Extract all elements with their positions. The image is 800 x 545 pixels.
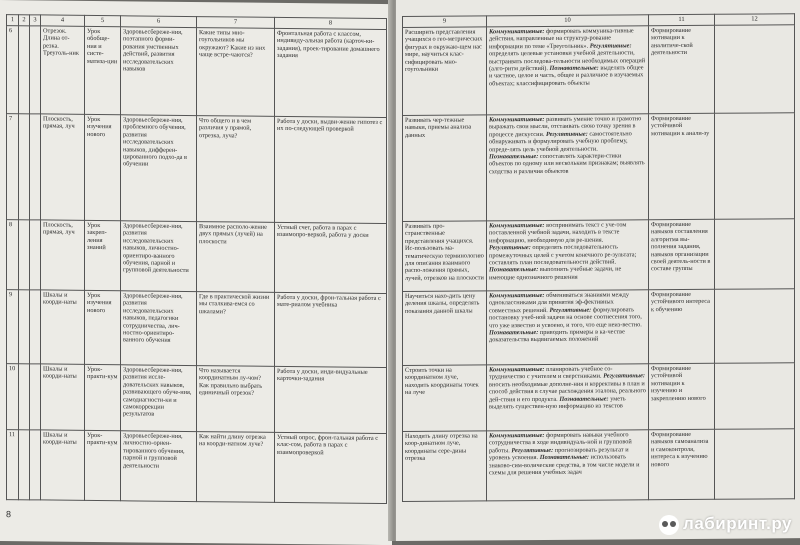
cell-3 (30, 26, 41, 114)
activity-forms: Устный счет, работа в парах с взаимопро-веркой, работа у доски (275, 222, 387, 293)
table-row (403, 363, 795, 432)
uud-label: Регулятивные: (589, 42, 632, 50)
uud-text: обмениваться знаниями между одноклассниками для принятия эф-фективных совместных решений. (489, 291, 630, 315)
uud-text: использовать знаково-сим-волические средства, в том числе модели и схемы для решения учебных задач (489, 453, 640, 477)
uud-text: формировать навыки учебного сотрудничества в ходе индивидуаль-ной и групповой работы. (489, 431, 632, 455)
problem-question: Как найти длину отрезка на коорди-натном луче? (197, 432, 275, 503)
personal-results: Формирование мотивации к аналитиче-ской деятельности (649, 25, 715, 113)
cell-2 (19, 114, 30, 220)
lesson-plan-table-left (6, 14, 387, 504)
lesson-type: Урок изучения нового (85, 290, 121, 364)
problem-question: Взаимное располо-жение двух прямых (лучей) на плоскости (197, 222, 275, 293)
problem-question: Какие типы мно-гоугольников мы окружают? Какие из них чаще встре-чаются? (197, 28, 275, 117)
uud-text: вносить необходимые дополне-ния и коррективы в план и способ действия в случае расхождения эталона, реального дей-ствия и его продукта. (489, 380, 646, 403)
lesson-number: 8 (7, 220, 19, 290)
col-header: 7 (197, 17, 275, 29)
problem-question: Где в практической жизни мы сталкива-емся со шкалами? (197, 292, 275, 367)
col-header: 2 (19, 15, 30, 26)
lesson-number: 11 (7, 430, 19, 500)
cell-12 (715, 25, 795, 114)
col-header: 6 (121, 16, 197, 28)
technologies: Здоровьесбереже-ния, личностно-ориен-тированного обучения, парной и групповой деятельности (121, 431, 197, 502)
uud-text: развивать умение точно и грамотно выражать свои мысли, отстаивать свою точку зрения в процессе дискуссии. (489, 115, 642, 139)
lesson-number: 7 (7, 114, 19, 220)
cell-3 (30, 220, 41, 290)
lesson-topic: Шкалы и коорди-наты (41, 290, 85, 364)
uud-text: самостоятельно обнаруживать и формулировать учебную проблему, опреде-лять цель учебной деятельности. (489, 130, 632, 153)
uud-cell (487, 364, 649, 431)
activity-forms: Фронтальная работа с классом, индивиду-альная работа (карточ-ки-задания), проек-тирование домашнего задания (275, 28, 387, 117)
col-header: 8 (275, 17, 387, 29)
uud-label: Коммуникативные: (489, 221, 545, 230)
right-page (396, 0, 800, 541)
uud-label: Регулятивные: (549, 306, 592, 314)
learning-goal: Развивать чер-тежные навыки, приемы анализа данных (403, 115, 487, 222)
lesson-type: Урок закреп-ления знаний (85, 220, 121, 290)
problem-question: Что общего и в чем различия у прямой, отрезка, луча? (197, 116, 275, 223)
uud-label: Познавательные: (549, 64, 599, 72)
cell-3 (30, 290, 41, 364)
cell-3 (30, 114, 41, 220)
table-row (403, 289, 795, 366)
cell-2 (19, 290, 30, 364)
cell-12 (715, 113, 795, 220)
uud-cell (487, 114, 649, 221)
left-page (0, 0, 392, 545)
lesson-number: 9 (7, 290, 19, 364)
lesson-topic: Отрезок. Длина от-резка. Треуголь-ник (41, 26, 85, 114)
lesson-type: Урок-практи-кум (85, 430, 121, 500)
table-row (7, 364, 387, 434)
uud-text: сопоставлять характери-стики объектов по одному или нескольким признакам; выявлять сходства и различия объектов (489, 152, 645, 176)
activity-forms: Работа у доски, инди-видуальные карточки-задания (275, 366, 387, 433)
uud-cell (487, 430, 649, 501)
table-row (7, 220, 387, 294)
col-header: 5 (85, 15, 121, 26)
technologies: Здоровьесбереже-ния, проблемного обучения, развития исследовательских навыков, дифферен-цированного подхо-да в обучении (121, 115, 197, 222)
technologies: Здоровьесбереже-ния, развития исследовательских навыков, педагогики сотрудничества, лич-ностно-ориентиро-ванного обучения (121, 291, 197, 366)
col-header: 4 (41, 15, 85, 26)
cell-12 (715, 429, 795, 500)
col-header: 3 (30, 15, 41, 26)
learning-goal: Развивать про-странственные представления учащихся. Ис-пользовать ма-тематическую терминологию для описания взаимного распо-ложения прямых, лучей, отрезков на плоскости (403, 221, 487, 292)
uud-label: Регулятивные: (511, 446, 554, 455)
activity-forms: Работа у доски, фрон-тальная работа с мате-риалом учебника (275, 292, 387, 367)
cell-3 (30, 364, 41, 430)
learning-goal: Расширить представления учащихся о гео-метрических фигурах в окружаю-щем нас мире, научиться клас-сифицировать мно-гоугольники (403, 27, 487, 116)
technologies: Здоровьесбереже-ния, развития исследовательских навыков, личностно-ориентиро-ванного обучения, парной и групповой деятельности (121, 221, 197, 292)
technologies: Здоровьесбереже-ния, поэтапного форми-рования умственных действий, развития исследовательских навыков (121, 27, 197, 116)
uud-label: Познавательные: (489, 329, 539, 337)
col-header: 11 (649, 14, 715, 25)
table-row (7, 114, 387, 224)
lesson-topic: Шкалы и коорди-наты (41, 364, 85, 430)
uud-label: Регулятивные: (603, 372, 645, 380)
cell-2 (19, 220, 30, 290)
col-header: 10 (487, 15, 649, 27)
cell-12 (715, 363, 795, 430)
uud-text: уметь выделять существен-ную информацию из текстов (489, 395, 626, 411)
col-header: 1 (7, 15, 19, 26)
table-row (7, 26, 387, 118)
table-row (403, 113, 795, 222)
cell-3 (30, 430, 41, 500)
lesson-topic: Плоскость, прямая, луч (41, 220, 85, 290)
personal-results: Формирование устойчивого интереса к обучению (649, 289, 715, 363)
table-row (7, 290, 387, 368)
uud-label: Познавательные: (539, 453, 589, 462)
lesson-number: 6 (7, 26, 19, 114)
uud-text: формулировать постановку учеб-ной задачи на основе соотнесения того, что уже известно и усвоено, и того, что еще неиз-вестно. (489, 306, 642, 329)
uud-text: выделять общее и частное, целое и часть, общее и различное в изучаемых объектах; классифицировать объекты (489, 64, 644, 88)
uud-label: Познавательные: (489, 266, 539, 274)
table-row (403, 25, 795, 116)
learning-goal: Строить точки на координатном луче, находить координаты точек на луче (403, 365, 487, 432)
uud-cell (487, 220, 649, 291)
table-row (403, 429, 795, 502)
uud-label: Регулятивные: (489, 244, 531, 252)
uud-label: Коммуникативные: (489, 365, 545, 374)
uud-text: определять целевые установки учебной деятельности, выстраивать последова-тельности необходимых операций (алго-ритм действий). (489, 49, 646, 73)
uud-label: Регулятивные: (546, 130, 588, 138)
uud-text: прогнозировать результат и уровень усвоения. (489, 446, 629, 462)
personal-results: Формирование устойчивой мотивации к анали-зу (649, 113, 715, 219)
uud-label: Коммуникативные: (489, 291, 545, 300)
learning-goal: Научиться нахо-дить цену деления шкалы, определять показания данной шкалы (403, 291, 487, 366)
uud-text: планировать учебное со-трудничество с учителем и сверстниками. (489, 365, 613, 381)
learning-goal: Находить длину отрезка на коор-динатном луче, координаты сере-дины отрезка (403, 431, 487, 502)
personal-results: Формирование навыков составления алгоритма вы-полнения задания, навыков организации своей деятель-ности в составе группы (649, 219, 715, 289)
table-row (7, 430, 387, 504)
lesson-topic: Шкалы и коорди-наты (41, 430, 85, 500)
watermark-text: лабиринт.ру (683, 514, 792, 534)
lesson-number: 10 (7, 364, 19, 430)
uud-label: Коммуникативные: (489, 115, 545, 124)
personal-results: Формирование навыков самоанализа и самоконтроля, интереса к изучению нового (649, 429, 715, 499)
table-row (403, 219, 795, 292)
uud-cell (487, 290, 649, 365)
uud-label: Коммуникативные: (489, 27, 545, 36)
watermark (659, 514, 792, 535)
cell-12 (715, 289, 795, 364)
uud-text: воспринимать текст с уче-том поставленной учебной задачи, находить в тексте информацию, необходимую для ре-шения. (489, 221, 627, 245)
lesson-plan-table-right (402, 13, 795, 502)
uud-text: приводить примеры в ка-честве доказательства выдвигаемых положений (489, 328, 625, 344)
uud-text: выполнять учебные задачи, не имеющие однозначного решения (489, 265, 622, 282)
col-header: 12 (715, 14, 795, 26)
personal-results: Формирование устойчивой мотивации к изучению и закреплению нового (649, 363, 715, 429)
activity-forms: Работа у доски, выдви-жение гипотез с их по-следующей проверкой (275, 116, 387, 223)
problem-question: Что называется координатным лу-чом? Как правильно выбрать единичный отрезок? (197, 366, 275, 433)
lesson-type: Урок-практи-кум (85, 364, 121, 430)
uud-cell (487, 26, 649, 115)
uud-label: Коммуникативные: (489, 431, 545, 440)
uud-text: формировать коммуника-тивные действия, направленные на структур-рование информации по теме «Треугольник». (489, 27, 634, 51)
lesson-type: Урок изучения нового (85, 114, 121, 220)
technologies: Здоровьесбереже-ния, развития иссле-довательских навыков, развивающего обуче-ния, самодиагности-ки и самокоррекции результатов (121, 365, 197, 432)
cell-2 (19, 430, 30, 500)
lesson-topic: Плоскость, прямая, луч (41, 114, 85, 220)
owl-logo-icon (659, 515, 679, 535)
cell-2 (19, 364, 30, 430)
uud-label: Познавательные: (559, 395, 609, 403)
uud-label: Познавательные: (489, 153, 539, 161)
col-header: 9 (403, 16, 487, 28)
lesson-type: Урок обобще-ния и систе-матиза-ции (85, 26, 121, 114)
cell-2 (19, 26, 30, 114)
cell-12 (715, 219, 795, 290)
activity-forms: Устный опрос, фрон-тальная работа с клас-сом, работа в парах с взаимопроверкой (275, 432, 387, 503)
uud-text: определять последовательность промежуточных целей с учетом конечного ре-зультата; составлять план последовательности действий. (489, 243, 637, 267)
page-number: 8 (6, 509, 12, 520)
